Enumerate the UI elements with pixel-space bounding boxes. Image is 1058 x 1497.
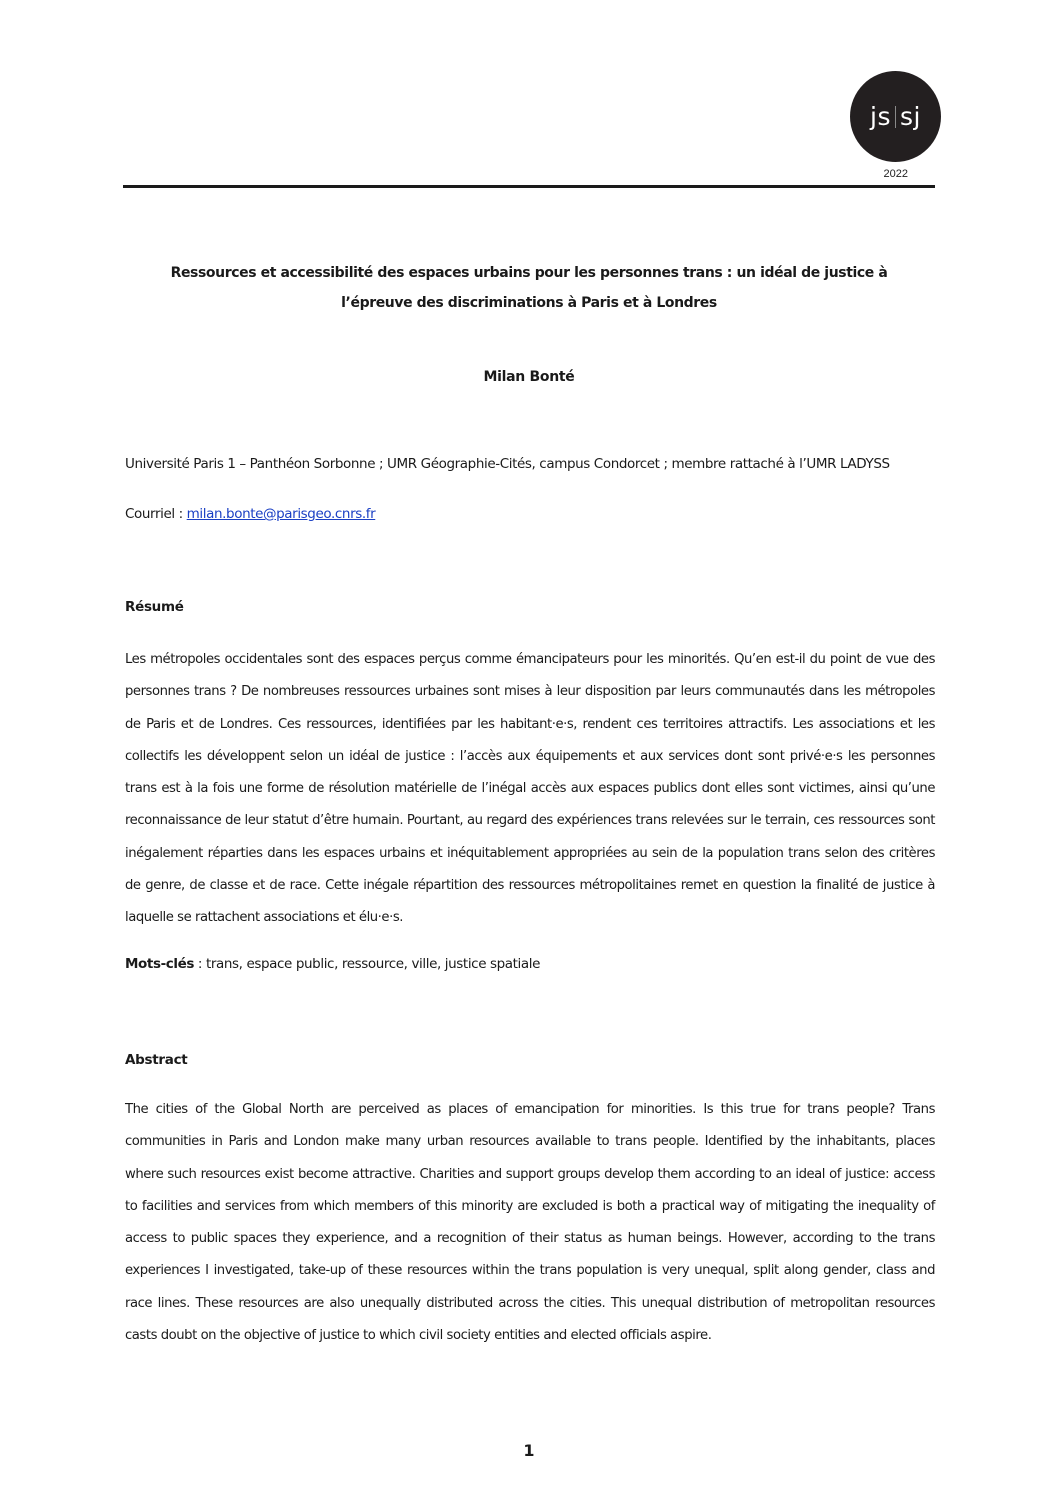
author-affiliation: Université Paris 1 – Panthéon Sorbonne ; UMR Géographie-Cités, campus Condorcet ; membre rattaché à l’UMR LADYSS bbox=[125, 456, 890, 472]
email-line bbox=[125, 506, 375, 522]
email-link[interactable]: milan.bonte@parisgeo.cnrs.fr bbox=[186, 506, 376, 522]
publication-year: 2022 bbox=[883, 168, 908, 180]
journal-logo bbox=[850, 71, 941, 162]
keywords-line bbox=[125, 956, 540, 972]
keywords-label: Mots-clés bbox=[125, 956, 195, 972]
abstract-paragraph: The cities of the Global North are perceived as places of emancipation for minorities. Is this true for trans people? Trans communities in Paris and London make many urban resources available to trans people. Identified by the inhabitants, places where such resources exist become attractive. Charities and support groups develop them according to an ideal of justice: access to facilities and services from which members of this minority are excluded is both a practical way of mitigating the inequality of access to public spaces they experience, and a recognition of their status as human beings. However, according to the trans experiences I investigated, take-up of these resources within the trans population is very unequal, split along gender, class and race lines. These resources are also unequally distributed across the cities. This unequal distribution of metropolitan resources casts doubt on the objective of justice to which civil society entities and elected officials aspire. bbox=[125, 1102, 935, 1344]
header-rule bbox=[123, 185, 935, 188]
abstract-heading: Abstract bbox=[125, 1052, 188, 1068]
logo-separator bbox=[895, 106, 896, 128]
author-name: Milan Bonté bbox=[483, 369, 575, 385]
page-number: 1 bbox=[523, 1441, 535, 1460]
email-label: Courriel : bbox=[125, 506, 183, 522]
resume-paragraph: Les métropoles occidentales sont des espaces perçus comme émancipateurs pour les minorités. Qu’en est-il du point de vue des personnes trans ? De nombreuses ressources urbaines sont mises à leur disposition par leurs communautés dans les métropoles de Paris et de Londres. Ces ressources, identifiées par les habitant·e·s, rendent ces territoires attractifs. Les associations et les collectifs les développent selon un idéal de justice : l’accès aux équipements et aux services dont sont privé·e·s les personnes trans est à la fois une forme de résolution matérielle de l’inégal accès aux espaces publics dont elles sont victimes, ainsi qu’une reconnaissance de leur statut d’être humain. Pourtant, au regard des expériences trans relevées sur le terrain, ces ressources sont inégalement réparties dans les espaces urbains et inéquitablement appropriées au sein de la population trans selon des critères de genre, de classe et de race. Cette inégale répartition des ressources métropolitaines remet en question la finalité de justice à laquelle se rattachent associations et élu·e·s. bbox=[125, 652, 935, 926]
article-title: Ressources et accessibilité des espaces urbains pour les personnes trans : un idéal de justice à l’épreuve des discriminations à Paris et à Londres bbox=[170, 265, 888, 311]
logo-text-right: sj bbox=[900, 102, 921, 131]
logo-text-left: js bbox=[870, 102, 891, 131]
keywords-list: : trans, espace public, ressource, ville, justice spatiale bbox=[194, 956, 541, 972]
resume-heading: Résumé bbox=[125, 599, 184, 615]
